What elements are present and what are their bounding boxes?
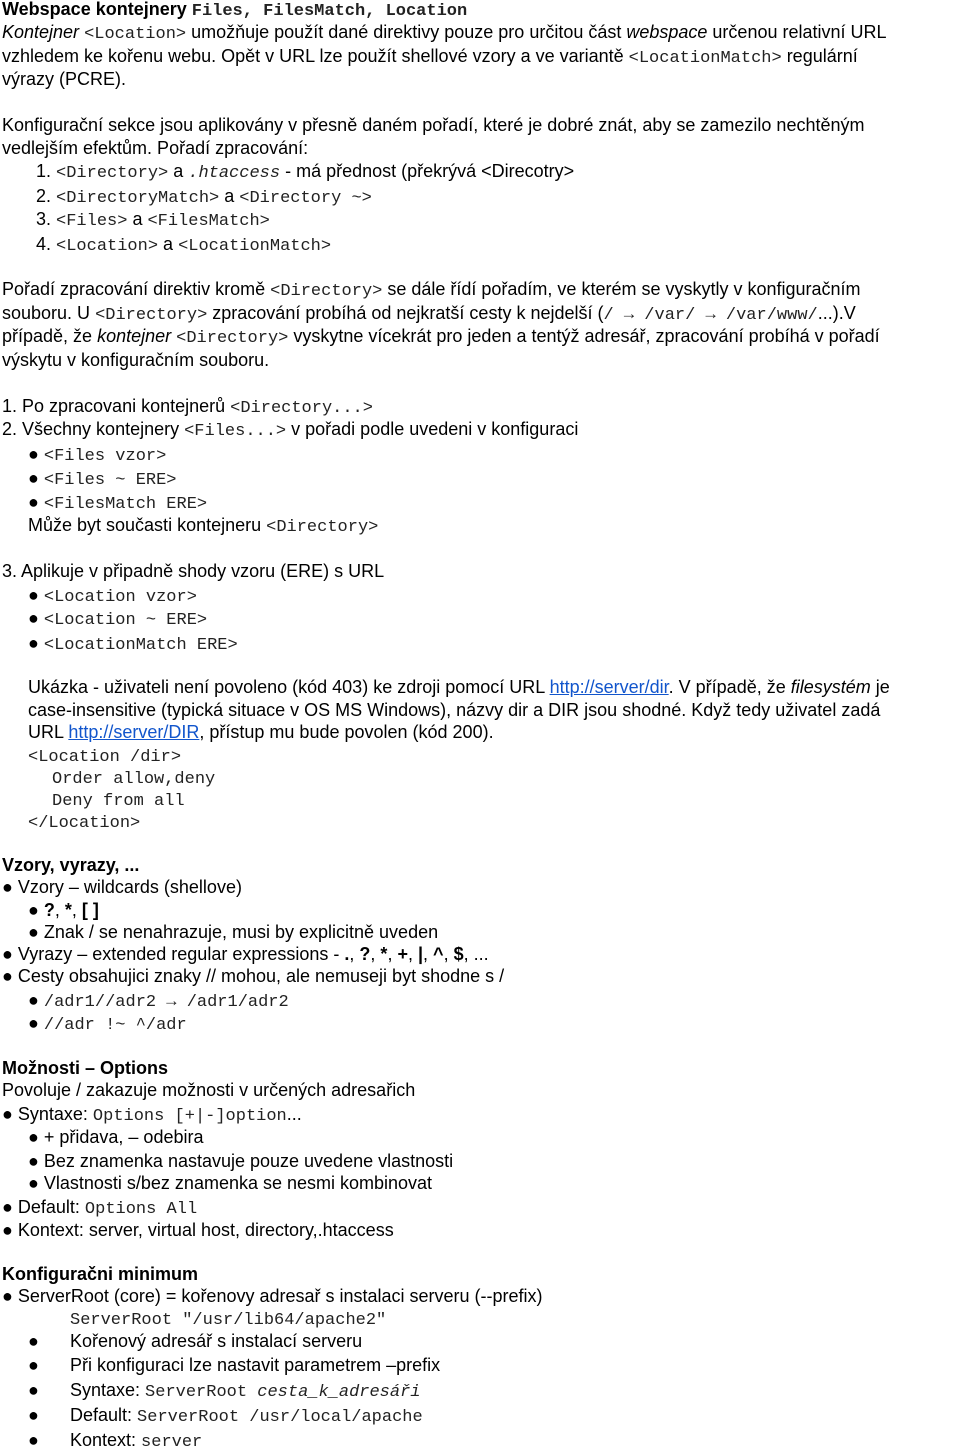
text-line [28,699,880,722]
text-line [2,1079,415,1102]
text-line [28,921,438,944]
text-line [28,1126,203,1149]
text-run: určenou relativní URL [707,22,887,42]
text-line [28,1172,432,1195]
text-line [36,185,372,210]
text-run: ● Cesty obsahujici znaky // mohou, ale nemuseji byt shodne s / [2,966,505,986]
text-run: ServerRoot "/usr/lib64/apache2" [70,1311,387,1330]
text-line [36,160,574,185]
text-line [70,1330,362,1353]
text-run: <FilesMatch> [147,212,270,231]
text-run: .htaccess [188,164,281,183]
text-line [28,810,140,835]
text-run: <DirectoryMatch> [56,189,220,208]
text-run: <Location> [84,25,187,44]
text-run: <LocationMatch ERE> [43,636,238,655]
text-line [28,632,238,657]
text-run: ● Default: [2,1197,85,1217]
text-run: <Location /dir> [28,748,182,767]
text-run: Ukázka - uživateli není povoleno (kód 403) ke zdroji pomocí URL [28,677,550,697]
text-line [28,584,197,609]
text-run: souboru. U [2,303,96,323]
text-run: Může byt současti kontejneru [28,515,267,535]
text-run: Options All [84,1200,198,1219]
text-run: | [417,944,424,964]
text-run: , [407,944,418,964]
text-line [70,1379,421,1404]
text-line [2,1196,197,1221]
text-run: $ [453,944,464,964]
text-run: case-insensitive (typická situace v OS MS Windows), názvy dir a DIR jsou shodné. Když tedy uživatel zadá [28,700,881,720]
text-run: Webspace kontejnery [2,0,192,19]
text-run: ● [28,1355,39,1375]
text-line [28,607,207,632]
text-run: ? [359,944,371,964]
text-run: , [443,944,454,964]
text-run: - má přednost (překrývá <Direcotry> [280,161,575,181]
text-run: <Directory> [266,518,379,537]
text-run: Order allow,deny [52,770,216,789]
text-line [2,1103,302,1128]
text-run: <Directory> [56,164,169,183]
text-run: ● [28,633,44,653]
text-line [2,325,880,350]
text-run: </Location> [28,814,141,833]
text-line [2,349,269,372]
text-run: a [158,234,179,254]
text-run: Kořenový adresář s instalací serveru [70,1331,363,1351]
text-run: <Location vzor> [43,588,197,607]
text-run: , [71,900,82,920]
text-line [28,676,890,699]
text-run: kontejner [97,326,172,346]
text-line [2,1263,198,1286]
text-run: 4. [36,234,57,254]
text-run: <Directory...> [230,399,373,418]
text-run: výskytu v konfiguračním souboru. [2,350,270,370]
text-line [28,1404,39,1427]
text-line [28,1354,39,1377]
text-run: ● Bez znamenka nastavuje pouze uvedene vlastnosti [28,1151,454,1171]
text-run: [ ] [81,900,99,920]
text-run: Default: [70,1405,138,1425]
text-run: zpracování probíhá od nejkratší cesty k nejdelší ( [207,303,604,323]
text-run: ● Kontext: server, virtual host, directory,.htaccess [2,1220,394,1240]
text-run: Files, FilesMatch, Location [191,2,468,21]
text-line [28,1150,453,1173]
text-run: vedlejším efektům. Pořadí zpracování: [2,138,309,158]
text-run: 1. [36,161,57,181]
text-run: <Directory> [95,306,208,325]
text-run: <FilesMatch ERE> [43,495,208,514]
text-run: Pořadí zpracování direktiv kromě [2,279,271,299]
text-line [2,278,861,303]
text-run: ● [28,444,44,464]
text-run: , [370,944,381,964]
text-run: ● [28,608,44,628]
text-run: ● Vyrazy – extended regular expressions - [2,944,345,964]
text-line [28,989,289,1014]
text-run: cesta_k_adresáři [257,1383,421,1402]
text-run: ● [28,990,44,1010]
text-line [28,1379,39,1402]
text-run: Syntaxe: [70,1380,146,1400]
text-run: ● [28,1331,39,1351]
text-line [28,514,378,539]
text-run: , [349,944,360,964]
text-line [28,467,177,492]
text-run: umožňuje použít dané direktivy pouze pro určitou část [186,22,627,42]
url-link[interactable]: http://server/dir [549,677,669,697]
text-run: , ... [463,944,489,964]
text-line [28,899,99,922]
text-run: <LocationMatch> [178,237,332,256]
text-line [28,721,494,744]
text-run: 3. Aplikuje v připadně shody vzoru (ERE) s URL [2,561,385,581]
text-run: se dále řídí pořadím, ve kterém se vyskytly v konfiguračním [382,279,861,299]
text-run: URL [28,722,69,742]
text-run: ● [28,1380,39,1400]
text-run: je [870,677,890,697]
text-run: /adr1//adr2 → /adr1/adr2 [43,993,289,1012]
text-run: Povoluje / zakazuje možnosti v určených adresařich [2,1080,416,1100]
text-run: 2. [36,186,57,206]
text-run: <Directory> [176,329,289,348]
text-run: * [380,944,388,964]
text-run: <LocationMatch> [628,49,782,68]
text-line [36,233,331,258]
text-line [2,302,856,327]
text-run: Při konfiguraci lze nastavit parametrem –prefix [70,1355,441,1375]
text-run: a [127,209,148,229]
text-line [2,45,858,70]
text-run: Options [+|-]option [92,1107,287,1126]
text-line [2,943,489,966]
text-line [2,114,864,137]
text-line [2,1057,168,1080]
text-run: <Files> [56,212,128,231]
text-line [28,443,166,468]
text-run: server [141,1433,203,1447]
text-run: Vzory, vyrazy, ... [2,855,140,875]
text-run: a [168,161,189,181]
text-run: ● [28,585,44,605]
text-run: Konfiguračni minimum [2,1264,199,1284]
text-run: + [397,944,408,964]
text-run: <Location ~ ERE> [43,611,208,630]
text-run: regulární [781,46,858,66]
text-run: , [423,944,434,964]
text-line [2,560,384,583]
text-run: <Files...> [184,422,287,441]
text-run: Kontext: [70,1430,142,1447]
text-run: ● [28,1405,39,1425]
text-run: Konfigurační sekce jsou aplikovány v přesně daném pořadí, které je dobré znát, aby se zamezilo nechtěným [2,115,865,135]
text-line [2,854,139,877]
text-run: ServerRoot [145,1383,258,1402]
text-run: filesystém [790,677,871,697]
text-run: <Files ~ ERE> [43,471,177,490]
text-run: . V případě, že [668,677,791,697]
text-run: vyskytne vícekrát pro jeden a tentýž adresář, zpracování probíhá v pořadí [288,326,880,346]
text-run: ● [28,1430,39,1447]
text-line [2,395,373,420]
text-run: <Directory> [270,282,383,301]
text-line [70,1354,440,1377]
text-line [2,965,504,988]
text-run: případě, že [2,326,98,346]
text-run: ● [28,492,44,512]
text-line [2,0,467,23]
text-line [2,418,578,443]
text-run: ^ [433,944,444,964]
text-run: <Directory ~> [239,189,372,208]
text-line [2,1285,543,1308]
text-run: v pořadi podle uvedeni v konfiguraci [286,419,579,439]
text-run: 1. Po zpracovani kontejnerů [2,396,231,416]
text-run: , přístup mu bude povolen (kód 200). [199,722,494,742]
text-line [28,1330,39,1353]
text-run: / → /var/ → /var/www/ [603,306,818,325]
text-run: ● Vlastnosti s/bez znamenka se nesmi kombinovat [28,1173,433,1193]
text-run: Možnosti – Options [2,1058,168,1078]
text-line [70,1404,423,1429]
text-run: ● Znak / se nenahrazuje, musi by explicitně uveden [28,922,439,942]
text-run: 2. Všechny kontejnery [2,419,185,439]
text-run: . [344,944,350,964]
text-run: ...).V [817,303,856,323]
text-line [2,21,887,46]
text-run: ● [28,1013,44,1033]
text-line [36,208,270,233]
text-run: ● + přidava, – odebira [28,1127,204,1147]
text-run: ServerRoot /usr/local/apache [137,1408,423,1427]
text-run: výrazy (PCRE). [2,69,127,89]
text-line [2,1219,394,1242]
text-run: ● Vzory – wildcards (shellove) [2,877,242,897]
text-run: ● Syntaxe: [2,1104,93,1124]
url-link[interactable]: http://server/DIR [68,722,200,742]
text-run: ... [286,1104,302,1124]
text-run: Kontejner [2,22,80,42]
text-run: <Files vzor> [43,447,167,466]
text-run: Deny from all [52,792,185,811]
text-run: //adr !~ ^/adr [43,1016,187,1035]
text-line [70,1429,202,1447]
text-run: ? [43,900,55,920]
text-run: 3. [36,209,57,229]
text-line [2,68,126,91]
text-run: ● [28,900,44,920]
text-line [2,137,308,160]
text-line [2,876,242,899]
text-run: <Location> [56,237,159,256]
text-run: webspace [626,22,708,42]
text-run: , [387,944,398,964]
text-run: , [54,900,65,920]
text-line [70,1307,386,1332]
text-run: ● [28,468,44,488]
text-line [28,1012,187,1037]
text-run: vzhledem ke kořenu webu. Opět v URL lze použít shellové vzory a ve variantě [2,46,629,66]
text-run: a [219,186,240,206]
text-line [28,491,207,516]
text-run: ● ServerRoot (core) = kořenovy adresař s instalaci serveru (--prefix) [2,1286,543,1306]
text-line [28,1429,39,1447]
text-run: * [64,900,72,920]
